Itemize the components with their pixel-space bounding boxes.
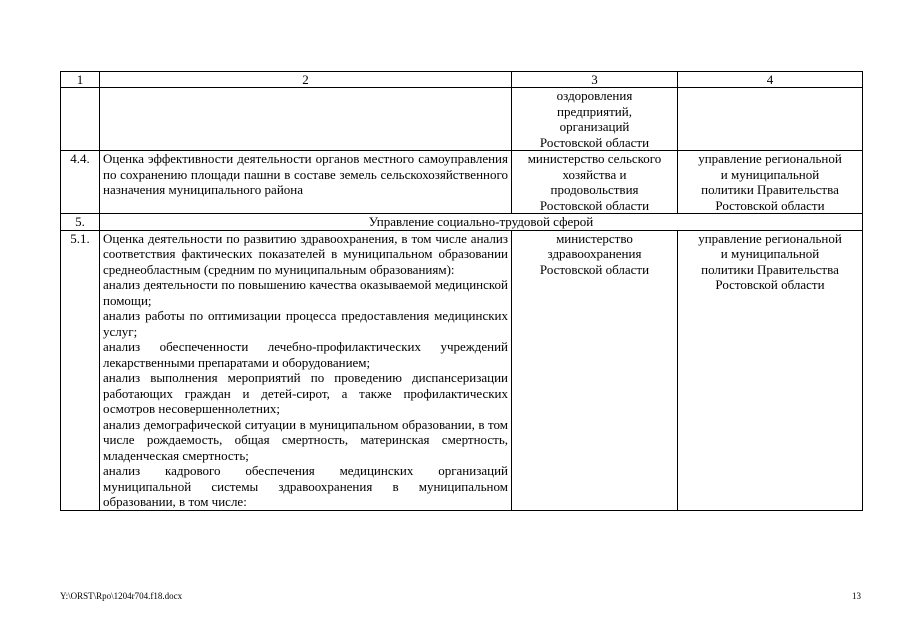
table-header-row	[61, 72, 863, 88]
row-cont-coexecutor	[678, 88, 863, 151]
row-5-1-paragraph: анализ обеспеченности лечебно-профилактических учреждений лекарственными препаратами и оборудованием;	[103, 339, 508, 370]
row-cont-col3-line: оздоровления	[556, 88, 633, 103]
row-4-4-col3-line: Ростовской области	[539, 197, 650, 213]
row-cont-col3-line: предприятий,	[557, 103, 632, 119]
row-5-1-col4-line: Ростовской области	[715, 277, 825, 292]
row-5-section-title: Управление социально-трудовой сферой	[100, 214, 863, 231]
row-5-1-num: 5.1.	[61, 230, 100, 510]
row-4-4-num: 4.4.	[61, 151, 100, 214]
row-4-4-responsible	[512, 151, 678, 214]
row-5-1-col4-line: и муниципальной	[720, 246, 820, 261]
header-col-4: 4	[678, 72, 863, 88]
row-cont-col3-line: Ростовской области	[539, 134, 650, 150]
header-col-2: 2	[100, 72, 512, 88]
table-row-section-5	[61, 214, 863, 231]
row-4-4-col3-line: министерство сельского	[527, 151, 662, 166]
row-cont-col3-line: организаций	[559, 119, 630, 134]
row-4-4-text: Оценка эффективности деятельности органов местного самоуправления по сохранению площади пашни в составе земель сельскохозяйственного назначения муниципального района	[100, 151, 512, 214]
row-5-1-coexecutor	[678, 230, 863, 510]
row-4-4-col3-line: хозяйства и	[562, 166, 627, 182]
row-cont-responsible	[512, 88, 678, 151]
row-5-1-paragraph: анализ демографической ситуации в муниципальном образовании, в том числе рождаемость, общая смертность, материнская смертность, младенческая смертность;	[103, 416, 508, 463]
row-4-4-col4-line: Ростовской области	[715, 197, 825, 213]
row-5-1-col4-line: управление региональной	[698, 230, 842, 246]
header-col-1: 1	[61, 72, 100, 88]
row-5-1-paragraph: анализ кадрового обеспечения медицинских организаций муниципальной системы здравоохранения в муниципальном образовании, в том числе:	[103, 463, 508, 509]
row-4-4-col3-line: продовольствия	[550, 182, 639, 197]
row-4-4-coexecutor	[678, 151, 863, 214]
row-5-num: 5.	[61, 214, 100, 231]
row-4-4-col4-line: и муниципальной	[720, 166, 820, 182]
row-cont-text	[100, 88, 512, 151]
row-5-1-col4-line: политики Правительства	[701, 261, 839, 277]
row-4-4-col4-line: политики Правительства	[701, 182, 839, 197]
footer-page-number: 13	[852, 591, 861, 601]
row-5-1-col3-line: Ростовской области	[539, 261, 650, 277]
row-5-1-paragraph: Оценка деятельности по развитию здравоохранения, в том числе анализ соответствия фактических показателей в муниципальном образовании среднеобластным (средним по муниципальным образованиям):	[103, 230, 508, 277]
row-5-1-paragraph: анализ выполнения мероприятий по проведению диспансеризации работающих граждан и детей-сирот, а также профилактических осмотров несовершеннолетних;	[103, 370, 508, 416]
row-5-1-responsible	[512, 230, 678, 510]
row-5-1-col3-line: министерство	[556, 230, 633, 246]
row-5-1-paragraph: анализ деятельности по повышению качества оказываемой медицинской помощи;	[103, 277, 508, 308]
table-row-4-4	[61, 151, 863, 214]
document-table	[60, 71, 863, 511]
header-col-3: 3	[512, 72, 678, 88]
row-5-1-col3-line: здравоохранения	[547, 246, 642, 261]
row-5-1-paragraph: анализ работы по оптимизации процесса предоставления медицинских услуг;	[103, 308, 508, 339]
row-cont-num	[61, 88, 100, 151]
row-5-1-text	[100, 230, 512, 510]
table-row-continuation	[61, 88, 863, 151]
table-row-5-1	[61, 230, 863, 510]
footer-file-path: Y:\ORST\Rpo\1204r704.f18.docx	[60, 591, 183, 601]
row-4-4-col4-line: управление региональной	[698, 151, 842, 166]
